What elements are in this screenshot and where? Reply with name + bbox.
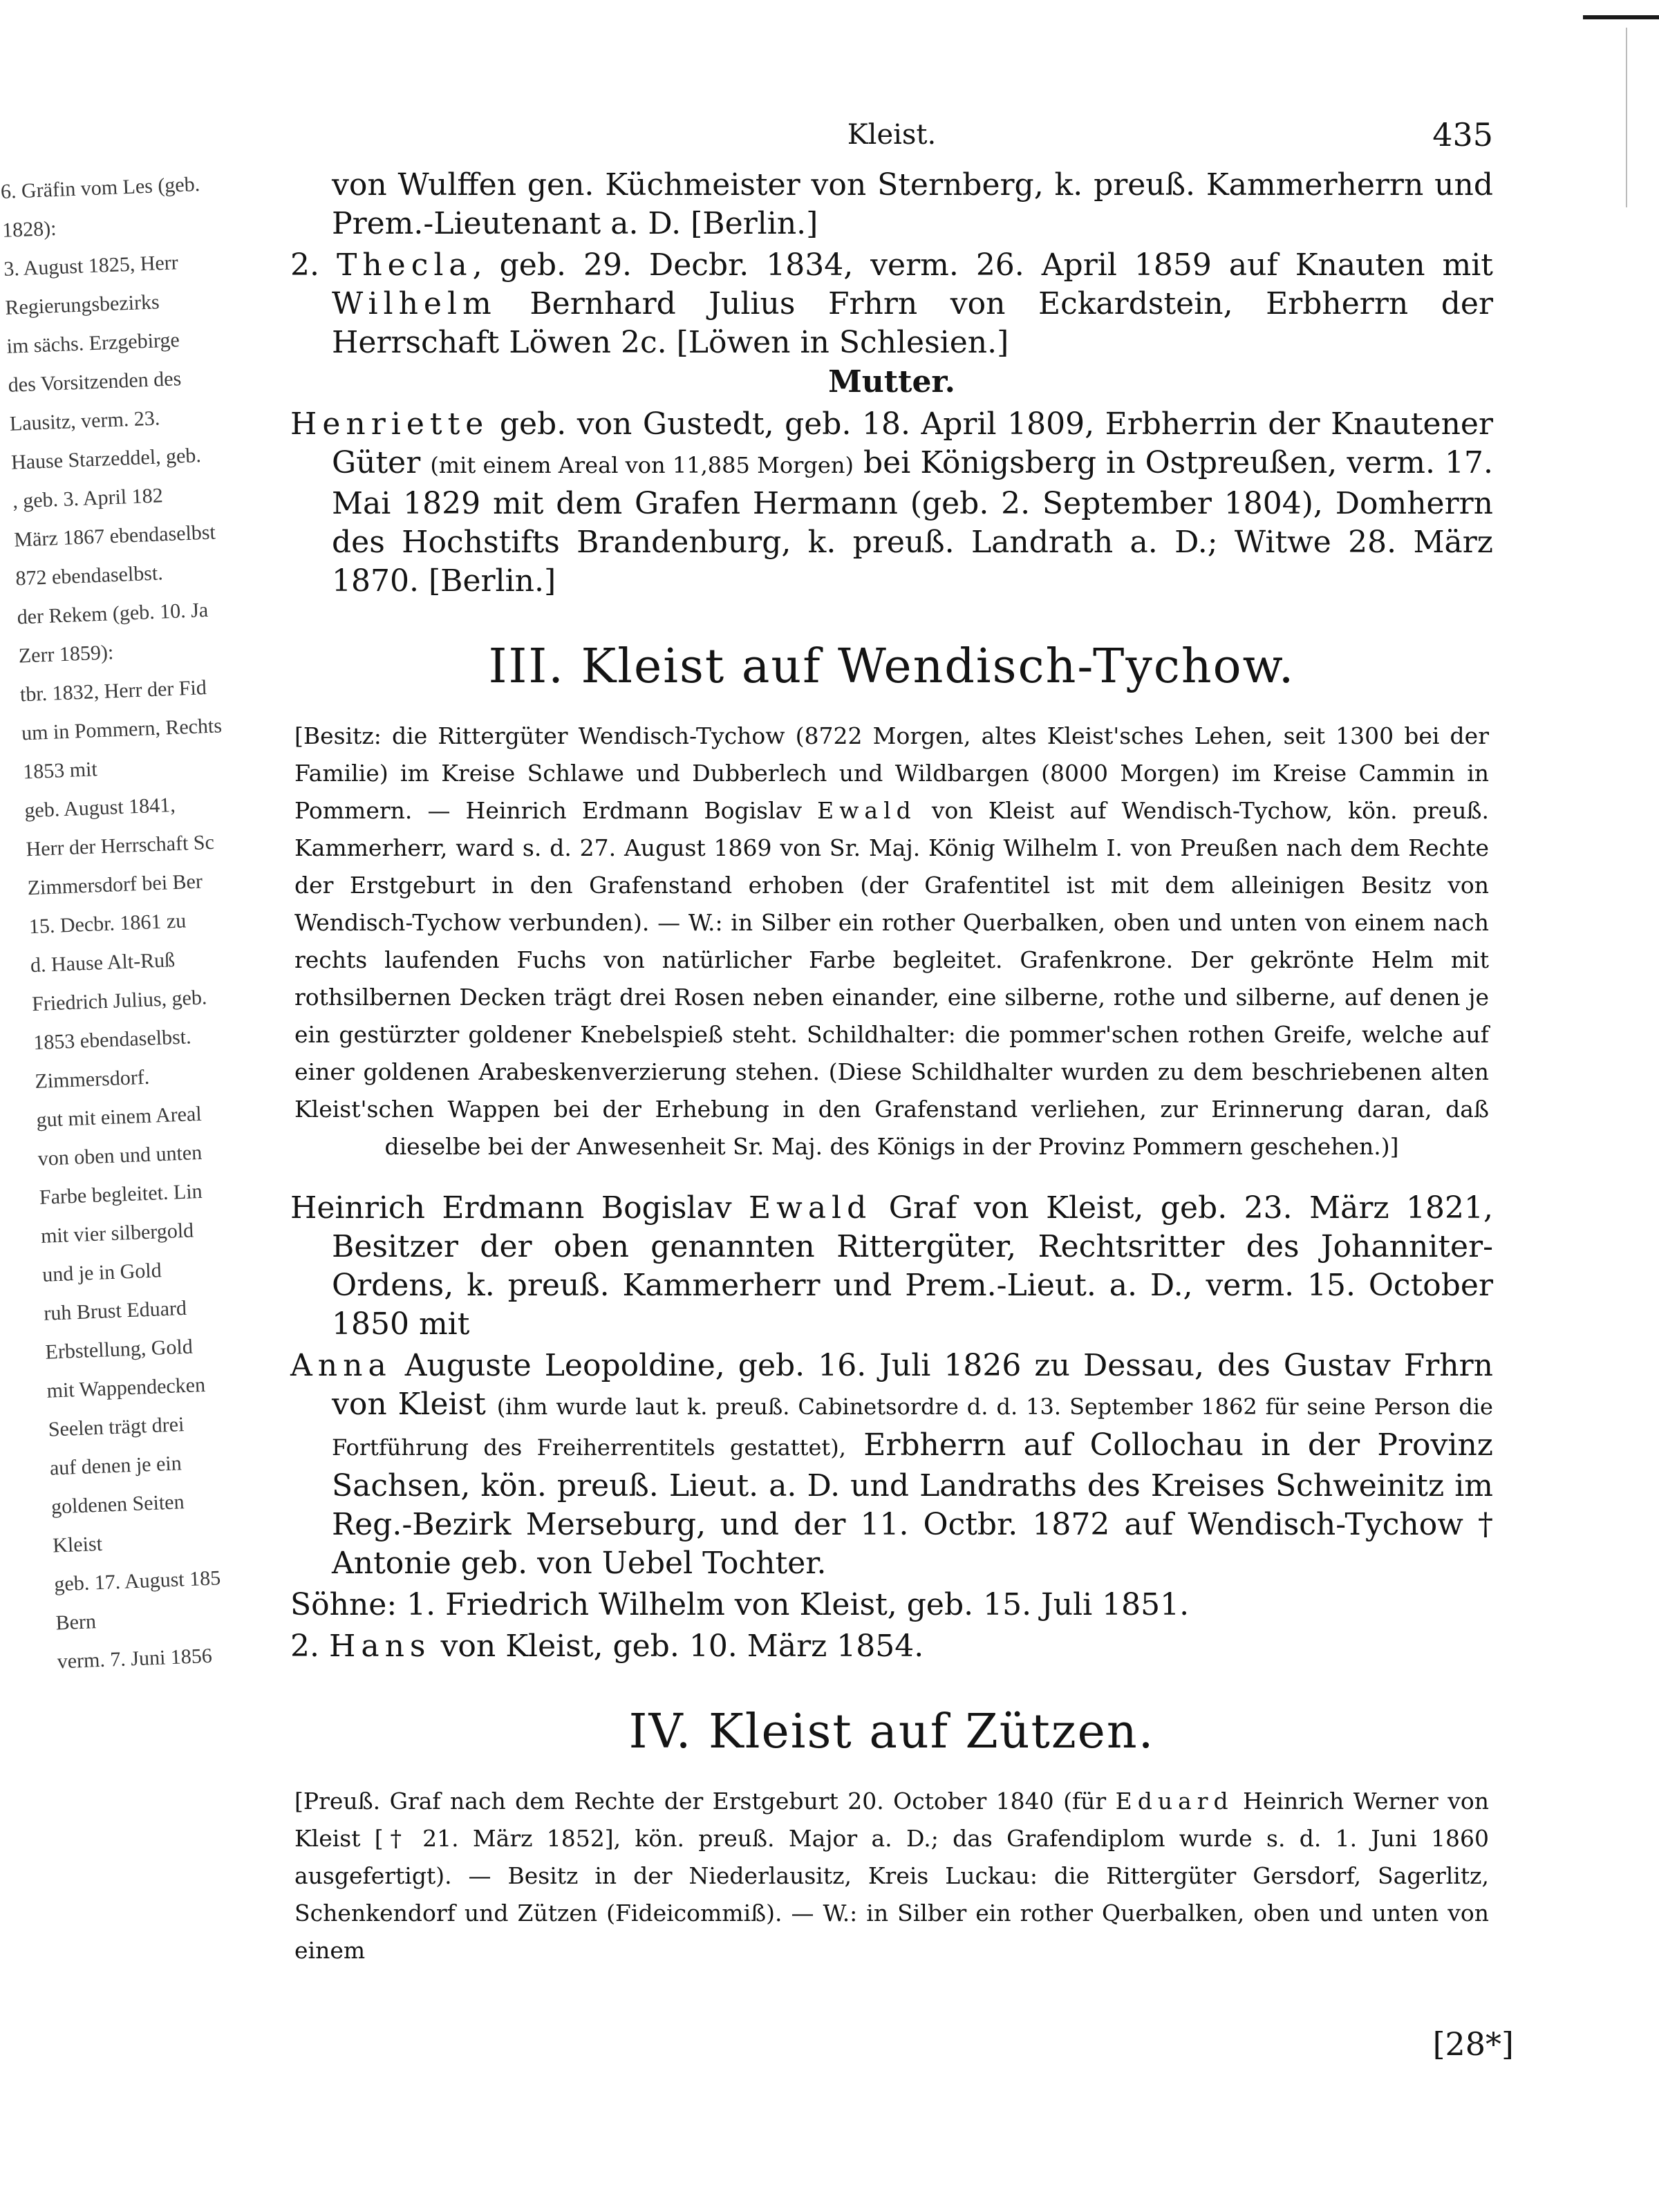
- entry-text: von Kleist, geb. 10. März 1854.: [440, 1629, 924, 1664]
- page-body: [290, 111, 1493, 1993]
- entry-text: Graf von Kleist, geb. 23. März 1821, Besitzer der oben genannten Rittergüter, Rechtsritter des Johanniter-Ordens, k. preuß. Kammerherr und Prem.-Lieut. a. D., verm. 15. October 1850 mit: [332, 1190, 1493, 1342]
- bleed-line: Kleist: [52, 1532, 103, 1557]
- note-person-name: Eduard: [1115, 1788, 1234, 1815]
- bleed-line: 6. Gräfin vom Les (geb.: [0, 172, 200, 203]
- bleed-line: 1828):: [1, 216, 57, 242]
- bleed-line: geb. August 1841,: [24, 793, 176, 823]
- page-edge-rule: [1626, 28, 1627, 207]
- bleed-line: gut mit einem Areal: [36, 1102, 203, 1132]
- section-title-iii: III. Kleist auf Wendisch-Tychow.: [488, 639, 1295, 694]
- note-text: [Preuß. Graf nach dem Rechte der Erstgeburt 20. October 1840 (für: [294, 1788, 1107, 1815]
- bleed-line: Herr der Herrschaft Sc: [25, 830, 215, 861]
- entry-text: bei Königsberg in Ostpreußen, verm. 17. Mai 1829 mit dem Grafen Hermann (geb. 2. September 1804), Domherrn des Hochstifts Brandenburg, k. preuß. Landrath a. D.; Witwe 28. März 1870. [Berlin.]: [332, 445, 1493, 599]
- note-person-name: Ewald: [817, 797, 917, 824]
- entry-thecla: [290, 246, 1493, 362]
- note-text: Heinrich Werner von Kleist [† 21. März 1852], kön. preuß. Major a. D.; das Grafendiplom wurde s. d. 1. Juni 1860 ausgefertigt). — Besitz in der Niederlausitz, Kreis Luckau: die Rittergüter Gersdorf, Sagerlitz, Schenkendorf und Zützen (Fideicommiß). — W.: in Silber ein rother Querbalken, oben und unten von einem: [294, 1788, 1489, 1964]
- bleed-line: Zimmersdorf bei Ber: [27, 870, 203, 900]
- bleed-line: Regierungsbezirks: [4, 290, 160, 319]
- entry-text: Erbherrn auf Collochau in der Provinz Sachsen, kön. preuß. Lieut. a. D. und Landraths des Kreises Schweinitz im Reg.-Bezirk Merseburg, und der 11. Octbr. 1872 auf Wendisch-Tychow † Antonie geb. von Uebel Tochter.: [332, 1427, 1493, 1581]
- mutter-heading: Mutter.: [828, 364, 955, 400]
- bleed-line: Zimmersdorf.: [34, 1065, 150, 1094]
- person-name: Thecla: [336, 247, 473, 283]
- entry-text: , geb. 29. Decbr. 1834, verm. 26. April 1859 auf Knauten mit: [472, 247, 1493, 283]
- entry-anna: [290, 1347, 1493, 1583]
- entry-text: Bernhard Julius Frhrn von Eckardstein, Erbherrn der Herrschaft Löwen 2c. [Löwen in Schlesien.]: [332, 286, 1493, 360]
- bleed-line: Farbe begleitet. Lin: [39, 1179, 203, 1209]
- spouse-name: Wilhelm: [332, 286, 497, 321]
- person-name: Henriette: [290, 406, 489, 442]
- item-number: 2.: [290, 1629, 319, 1664]
- bleed-line: von oben und unten: [37, 1141, 203, 1170]
- page-number: 435: [1432, 116, 1493, 153]
- bleed-line: , geb. 3. April 182: [12, 484, 164, 513]
- bleed-line: Friedrich Julius, geb.: [31, 986, 207, 1016]
- bleed-line: verm. 7. Juni 1856: [57, 1644, 213, 1674]
- bleed-line: 1853 ebendaselbst.: [32, 1025, 192, 1055]
- section-title-iv: IV. Kleist auf Zützen.: [628, 1705, 1155, 1759]
- bleed-line: Erbstellung, Gold: [44, 1335, 194, 1364]
- entry-smalltext: (mit einem Areal von 11,885 Morgen): [430, 452, 854, 478]
- entry-text: Auguste Leopoldine, geb. 16. Juli 1826 zu Dessau, des Gustav Frhrn von Kleist: [332, 1348, 1493, 1422]
- person-name: Ewald: [749, 1190, 872, 1226]
- entry-mutter: [290, 405, 1493, 601]
- bleed-line: im sächs. Erzgebirge: [6, 328, 180, 358]
- bleed-line: mit Wappendecken: [46, 1373, 206, 1403]
- entry-sons: [290, 1586, 1493, 1624]
- bleed-line: 3. August 1825, Herr: [3, 251, 179, 281]
- page-edge-mark: [1583, 15, 1659, 19]
- note-text: [Besitz: die Rittergüter Wendisch-Tychow (8722 Morgen, altes Kleist'sches Lehen, seit 1300 bei der Familie) im Kreise Schlawe und Dubberlech und Wildbargen (8000 Morgen) im Kreise Cammin in Pommern. — Heinrich Erdmann Bogislav: [294, 722, 1489, 824]
- section-iv-note: [290, 1783, 1493, 1969]
- page-header: [290, 111, 1493, 166]
- bleed-line: März 1867 ebendaselbst: [13, 521, 216, 552]
- bleed-line: Bern: [55, 1610, 97, 1635]
- item-number: 2.: [290, 247, 319, 283]
- bleed-line: Hause Starzeddel, geb.: [10, 444, 202, 474]
- person-name: Hans: [328, 1629, 431, 1664]
- bleed-line: goldenen Seiten: [50, 1490, 185, 1519]
- section-iii-note: [290, 718, 1493, 1165]
- entry-continuation: [290, 166, 1493, 243]
- bleed-line: Lausitz, verm. 23.: [9, 406, 160, 435]
- note-text: von Kleist auf Wendisch-Tychow, kön. preuß. Kammerherr, ward s. d. 27. August 1869 von Sr. Maj. König Wilhelm I. von Preußen nach dem Rechte der Erstgeburt in den Grafenstand erhoben (der Grafentitel ist mit dem alleinigen Besitz von Wendisch-Tychow verbunden). — W.: in Silber ein rother Querbalken, oben und unten von einem nach rechts laufenden Fuchs von natürlicher Farbe begleitet. Grafenkrone. Der gekrönte Helm mit rothsilbernen Decken trägt drei Rosen neben einander, eine silberne, rothe und silberne, auf denen je ein gestürzter goldener Knebelspieß steht. Schildhalter: die pommer'schen rothen Greife, welche auf einer goldenen Arabeskenverzierung stehen. (Diese Schildhalter wurden zu dem beschriebenen alten Kleist'schen Wappen bei der Erhebung in den Grafenstand verliehen, zur Erinnerung daran, daß dieselbe bei der Anwesenheit Sr. Maj. des Königs in der Provinz Pommern geschehen.)]: [294, 797, 1489, 1160]
- bleed-line: mit vier silbergold: [40, 1219, 194, 1248]
- bleed-line: und je in Gold: [41, 1259, 162, 1286]
- bleed-line: um in Pommern, Rechts: [21, 714, 223, 745]
- entry-heinrich: [290, 1189, 1493, 1344]
- bleed-line: d. Hause Alt-Ruß: [30, 948, 176, 977]
- bleed-line: Zerr 1859):: [18, 641, 114, 668]
- entry-text: von Wulffen gen. Küchmeister von Sternberg, k. preuß. Kammerherrn und Prem.-Lieutenant a. D. [Berlin.]: [332, 167, 1493, 241]
- bleed-line: der Rekem (geb. 10. Ja: [17, 598, 209, 629]
- bleed-line: geb. 17. August 185: [53, 1566, 221, 1596]
- bleed-line: tbr. 1832, Herr der Fid: [19, 676, 207, 706]
- bleed-line: ruh Brust Eduard: [43, 1296, 187, 1325]
- bleed-line: auf denen je ein: [49, 1452, 182, 1480]
- bleed-line: 1853 mit: [22, 758, 98, 784]
- entry-text: geb. von Gustedt, geb. 18. April 1809, Erbherrin der Knautener Güter: [332, 406, 1493, 480]
- entry-son-hans: [290, 1627, 1493, 1666]
- person-name: Anna: [290, 1348, 392, 1383]
- bleed-line: des Vorsitzenden des: [8, 367, 182, 397]
- entry-text: Söhne: 1. Friedrich Wilhelm von Kleist, geb. 15. Juli 1851.: [290, 1587, 1190, 1622]
- signature-mark: [28*]: [1432, 2025, 1514, 2063]
- bleed-line: 872 ebendaselbst.: [15, 561, 164, 590]
- entry-text: Heinrich Erdmann Bogislav: [290, 1190, 732, 1226]
- running-head: Kleist.: [847, 119, 937, 151]
- bleed-line: 15. Decbr. 1861 zu: [28, 909, 187, 939]
- entry-smalltext: (ihm wurde laut k. preuß. Cabinetsordre d. d. 13. September 1862 für seine Person die Fortführung des Freiherrentitels gestattet),: [332, 1394, 1493, 1461]
- left-page-bleed: [0, 162, 321, 1681]
- bleed-line: Seelen trägt drei: [48, 1413, 185, 1441]
